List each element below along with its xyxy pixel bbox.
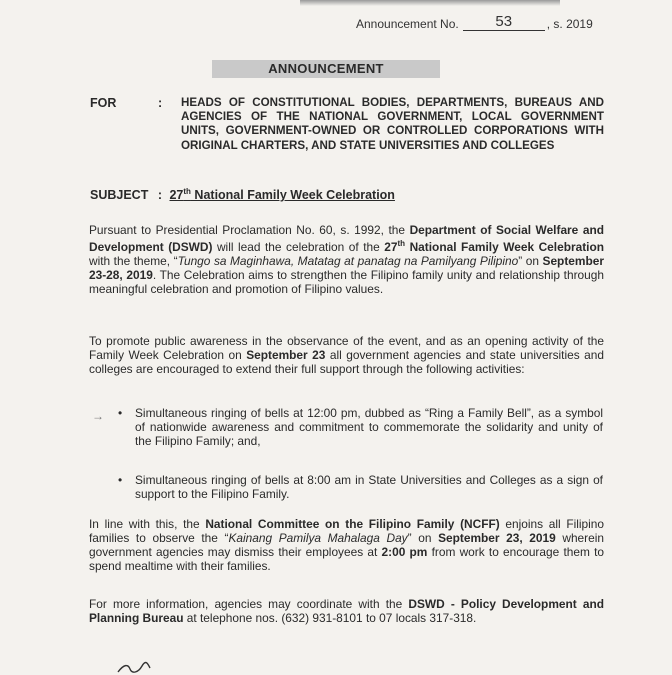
paragraph-awareness xyxy=(89,334,604,376)
p1-dates: September 23-28, 2019 xyxy=(89,254,604,283)
p1-ordinal: 27 xyxy=(384,240,398,255)
bullet-ring-a-family-bell: Simultaneous ringing of bells at 12:00 pm, dubbed as “Ring a Family Bell”, as a symbol of nationwide awareness and commitment to commemorate the solidarity and unity of the Filipino Family; and, xyxy=(135,406,603,449)
p4-time: 2:00 pm xyxy=(381,545,428,560)
subject-text xyxy=(169,188,394,202)
p4-text-i: from work to encourage them to spend mealtime with their families. xyxy=(89,545,605,574)
paragraph-ncff xyxy=(89,517,604,573)
p4-date: September 23, 2019 xyxy=(438,531,556,546)
p2-text-c: all government agencies and state universities and colleges are encouraged to extend their full support through the following activities: xyxy=(89,348,604,377)
bullet-marker: • xyxy=(118,473,123,487)
bullet-suc-bells: Simultaneous ringing of bells at 8:00 am in State Universities and Colleges as a sign of support to the Filipino Family. xyxy=(135,473,603,502)
subject-line xyxy=(90,187,395,202)
subject-label: SUBJECT xyxy=(90,188,149,203)
subject-title: National Family Week Celebration xyxy=(190,188,395,203)
subject-ordinal: 27 xyxy=(169,188,184,203)
for-addressees: HEADS OF CONSTITUTIONAL BODIES, DEPARTMENTS, BUREAUS AND AGENCIES OF THE NATIONAL GOVERNMENT, LOCAL GOVERNMENT UNITS, GOVERNMENT-OWNED OR CONTROLLED CORPORATIONS WITH ORIGINAL CHARTERS, AND STATE UNIVERSITIES AND COLLEGES xyxy=(181,96,604,152)
signature-stroke xyxy=(116,660,152,674)
document-title: ANNOUNCEMENT xyxy=(212,60,440,78)
p4-text-a: In line with this, the xyxy=(89,517,206,531)
scan-shadow xyxy=(300,0,560,6)
p2-text-a: To promote public awareness in the observance of the event, and as an opening activity of the Family Week Celebration on xyxy=(89,334,604,363)
p1-ordinal-suffix: th xyxy=(397,239,406,249)
for-label: FOR xyxy=(90,96,117,110)
p4-kainang-pamilya: Kainang Pamilya Mahalaga Day xyxy=(228,531,408,546)
for-colon: : xyxy=(158,96,163,110)
p1-text-c: will lead the celebration of the xyxy=(212,240,385,255)
p4-text-c: enjoins all Filipino families to observe the “ xyxy=(89,517,604,546)
announcement-series: , s. 2019 xyxy=(546,17,593,31)
p5-bureau: DSWD - Policy Development and Planning Bureau xyxy=(89,597,604,626)
p4-text-g: wherein government agencies may dismiss their employees at xyxy=(89,531,604,560)
subject-ordinal-suffix: th xyxy=(183,187,191,196)
p5-text-c: at telephone nos. (632) 931-8101 to 07 locals 317-318. xyxy=(183,611,477,626)
p2-date: September 23 xyxy=(246,348,326,363)
p1-event xyxy=(384,240,604,254)
p4-ncff: National Committee on the Filipino Family (NCFF) xyxy=(205,517,500,531)
margin-mark: → xyxy=(92,409,104,423)
p1-theme: Tungo sa Maginhawa, Matatag at panatag na Pamilyang Pilipino xyxy=(177,254,519,269)
subject-colon: : xyxy=(157,188,162,203)
announcement-label: Announcement No. xyxy=(356,17,459,31)
bullet-marker: • xyxy=(118,406,123,420)
p1-event-name: National Family Week Celebration xyxy=(405,240,604,255)
p1-text-h: ” on xyxy=(518,254,543,269)
paragraph-proclamation xyxy=(89,223,604,296)
p5-text-a: For more information, agencies may coordinate with the xyxy=(89,597,409,611)
announcement-number: 53 xyxy=(463,14,545,31)
p1-text-a: Pursuant to Presidential Proclamation No. 60, s. 1992, the xyxy=(89,223,410,237)
p1-dswd: Department of Social Welfare and Development (DSWD) xyxy=(89,223,604,255)
p1-text-f: with the theme, “ xyxy=(89,254,178,269)
p1-text-j: . The Celebration aims to strengthen the Filipino family unity and relationship through meaningful celebration and promotion of Filipino values. xyxy=(89,268,604,297)
p4-text-e: ” on xyxy=(407,531,439,546)
announcement-number-line xyxy=(356,14,593,31)
paragraph-contact xyxy=(89,597,604,625)
